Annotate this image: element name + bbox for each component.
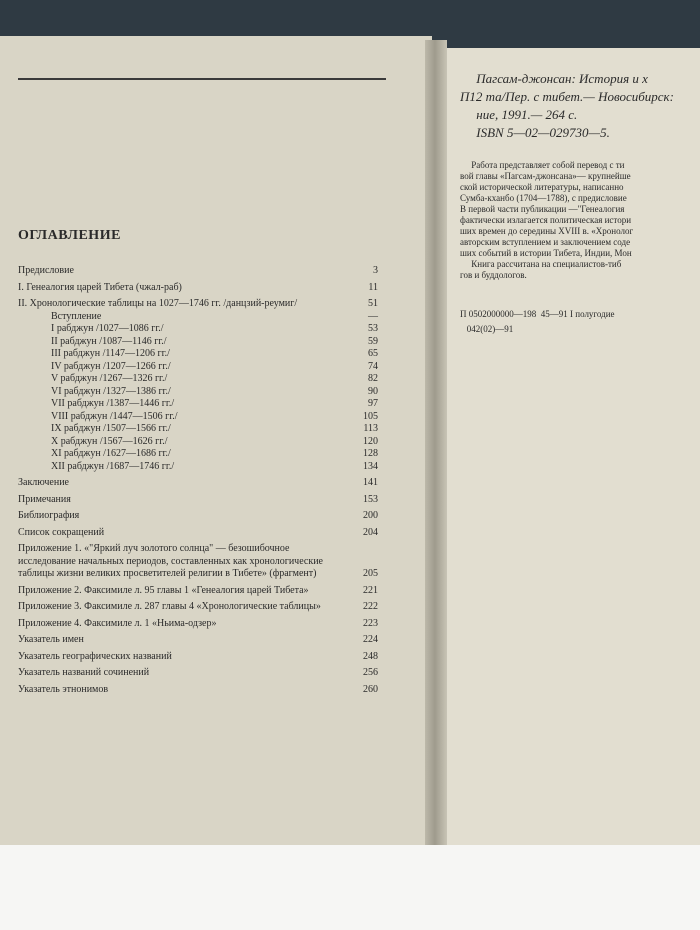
toc-entry-page: 113 — [363, 423, 378, 434]
toc-entry — [18, 298, 378, 311]
toc-entry — [18, 461, 378, 474]
toc-entry — [18, 348, 378, 361]
toc-entry — [18, 634, 378, 647]
toc-entry-title: Приложение 1. «"Яркий луч золотого солнца" — безошибочное исследование начальных периодов, составленных как хронологические таблицы жизни великих просветителей религии в Тибете» (фрагмент) — [18, 543, 326, 579]
toc-entry-title: II рабджун /1087—1146 гг./ — [51, 335, 167, 347]
toc-entry — [18, 527, 378, 540]
toc-entry-title: X рабджун /1567—1626 гг./ — [51, 435, 168, 447]
toc-entry-title: Вступление — [51, 310, 102, 322]
toc-entry-page: 11 — [368, 281, 378, 293]
catalog-card — [460, 70, 700, 337]
toc-entry-title: IV рабджун /1207—1266 гг./ — [51, 360, 171, 372]
toc-entry — [18, 436, 378, 449]
header-rule — [18, 78, 386, 80]
toc-entry — [18, 361, 378, 374]
toc-entry — [18, 265, 378, 278]
toc-entry-page: 248 — [363, 650, 378, 662]
toc-entry-page: 256 — [363, 667, 378, 678]
toc-entry-title: III рабджун /1147—1206 гг./ — [51, 348, 170, 359]
toc-entry-title: Список сокращений — [18, 526, 105, 538]
toc-entry-page: 105 — [363, 410, 378, 422]
toc-entry — [18, 618, 378, 631]
toc-entry-title: VII рабджун /1387—1446 гг./ — [51, 398, 175, 409]
toc-entry — [18, 494, 378, 507]
toc-entry-title: II. Хронологические таблицы на 1027—1746 гг. /данцзий-реумиг/ — [18, 298, 298, 309]
toc-entry-page: 224 — [363, 634, 378, 645]
toc-entry-page: 141 — [363, 477, 378, 488]
toc-entry-page: 128 — [363, 448, 378, 459]
catalog-code: П 0502000000—198 45—91 I полугодие 042(02)—91 — [460, 309, 615, 334]
toc-entry-page: 53 — [368, 323, 378, 334]
toc-entry-page: 205 — [363, 568, 378, 579]
toc-entry-page: 223 — [363, 617, 378, 629]
table-of-contents — [18, 265, 378, 696]
toc-entry-title: Приложение 3. Факсимиле л. 287 главы 4 «Хронологические таблицы» — [18, 601, 321, 612]
toc-entry — [18, 543, 378, 581]
toc-entry-page: 82 — [368, 373, 378, 384]
toc-entry — [18, 423, 378, 436]
toc-entry — [18, 336, 378, 349]
toc-entry — [18, 651, 378, 664]
toc-entry-page: 59 — [368, 335, 378, 347]
toc-title: ОГЛАВЛЕНИЕ — [18, 228, 121, 243]
toc-entry-title: I рабджун /1027—1086 гг./ — [51, 323, 164, 334]
toc-entry-title: I. Генеалогия царей Тибета (чжал-раб) — [18, 281, 182, 293]
toc-entry-page: 222 — [363, 601, 378, 612]
toc-entry — [18, 398, 378, 411]
toc-entry-title: VIII рабджун /1447—1506 гг./ — [51, 410, 178, 422]
toc-entry-page: — — [368, 310, 378, 322]
toc-entry-title: XII рабджун /1687—1746 гг./ — [51, 460, 175, 472]
toc-entry-page: 3 — [373, 265, 378, 276]
toc-entry-title: Примечания — [18, 493, 71, 505]
toc-entry — [18, 448, 378, 461]
toc-entry-page: 260 — [363, 683, 378, 695]
toc-entry-title: Приложение 2. Факсимиле л. 95 главы 1 «Генеалогия царей Тибета» — [18, 584, 309, 596]
toc-entry — [18, 411, 378, 424]
toc-entry — [18, 667, 378, 680]
toc-entry — [18, 510, 378, 523]
toc-entry-title: Библиография — [18, 510, 80, 521]
toc-entry-title: Заключение — [18, 477, 69, 488]
toc-entry-title: Предисловие — [18, 265, 74, 276]
toc-entry-page: 221 — [363, 584, 378, 596]
toc-entry — [18, 323, 378, 336]
toc-entry-page: 153 — [363, 493, 378, 505]
abstract-text: Работа представляет собой перевод с ти вой главы «Пагсам-джонсана»— крупнейше ской исторической литературы, написанно Сумба-кханбо (1704—1788), с предисловие В первой части публикации —"Генеалогия фактически излагается политическая истори ших времен до середины XVIII в. «Хронолог авторским вступлением и заключением соде ших событий в истории Тибета, Индии, Мон Книга рассчитана на специалистов-тиб гов и буддологов. — [460, 160, 634, 280]
bibliographic-record: Пагсам-джонсан: История и х П12 та/Пер. с тибет.— Новосибирск: ние, 1991.— 264 с. ISBN 5—02—029730—5. — [460, 71, 674, 140]
toc-entry — [18, 684, 378, 697]
toc-entry — [18, 585, 378, 598]
toc-entry-title: Указатель этнонимов — [18, 683, 109, 695]
toc-entry-page: 120 — [363, 435, 378, 447]
toc-entry-page: 134 — [363, 460, 378, 472]
toc-entry-title: Указатель имен — [18, 634, 84, 645]
toc-entry-title: VI рабджун /1327—1386 гг./ — [51, 385, 171, 397]
toc-entry-page: 97 — [368, 398, 378, 409]
toc-entry-title: Указатель названий сочинений — [18, 667, 150, 678]
table-surface — [0, 845, 700, 930]
toc-entry-page: 51 — [368, 298, 378, 309]
book-gutter — [425, 40, 447, 870]
toc-entry — [18, 311, 378, 324]
toc-entry-page: 200 — [363, 510, 378, 521]
toc-entry — [18, 477, 378, 490]
toc-entry — [18, 282, 378, 295]
toc-entry — [18, 373, 378, 386]
toc-entry-page: 74 — [368, 360, 378, 372]
toc-entry-title: XI рабджун /1627—1686 гг./ — [51, 448, 171, 459]
toc-entry-page: 90 — [368, 385, 378, 397]
toc-entry — [18, 601, 378, 614]
toc-entry-page: 65 — [368, 348, 378, 359]
toc-entry-title: Приложение 4. Факсимиле л. 1 «Ньима-одзер» — [18, 617, 217, 629]
toc-entry-page: 204 — [363, 526, 378, 538]
toc-entry-title: IX рабджун /1507—1566 гг./ — [51, 423, 171, 434]
toc-entry-title: V рабджун /1267—1326 гг./ — [51, 373, 168, 384]
toc-entry — [18, 386, 378, 399]
toc-entry-title: Указатель географических названий — [18, 650, 172, 662]
